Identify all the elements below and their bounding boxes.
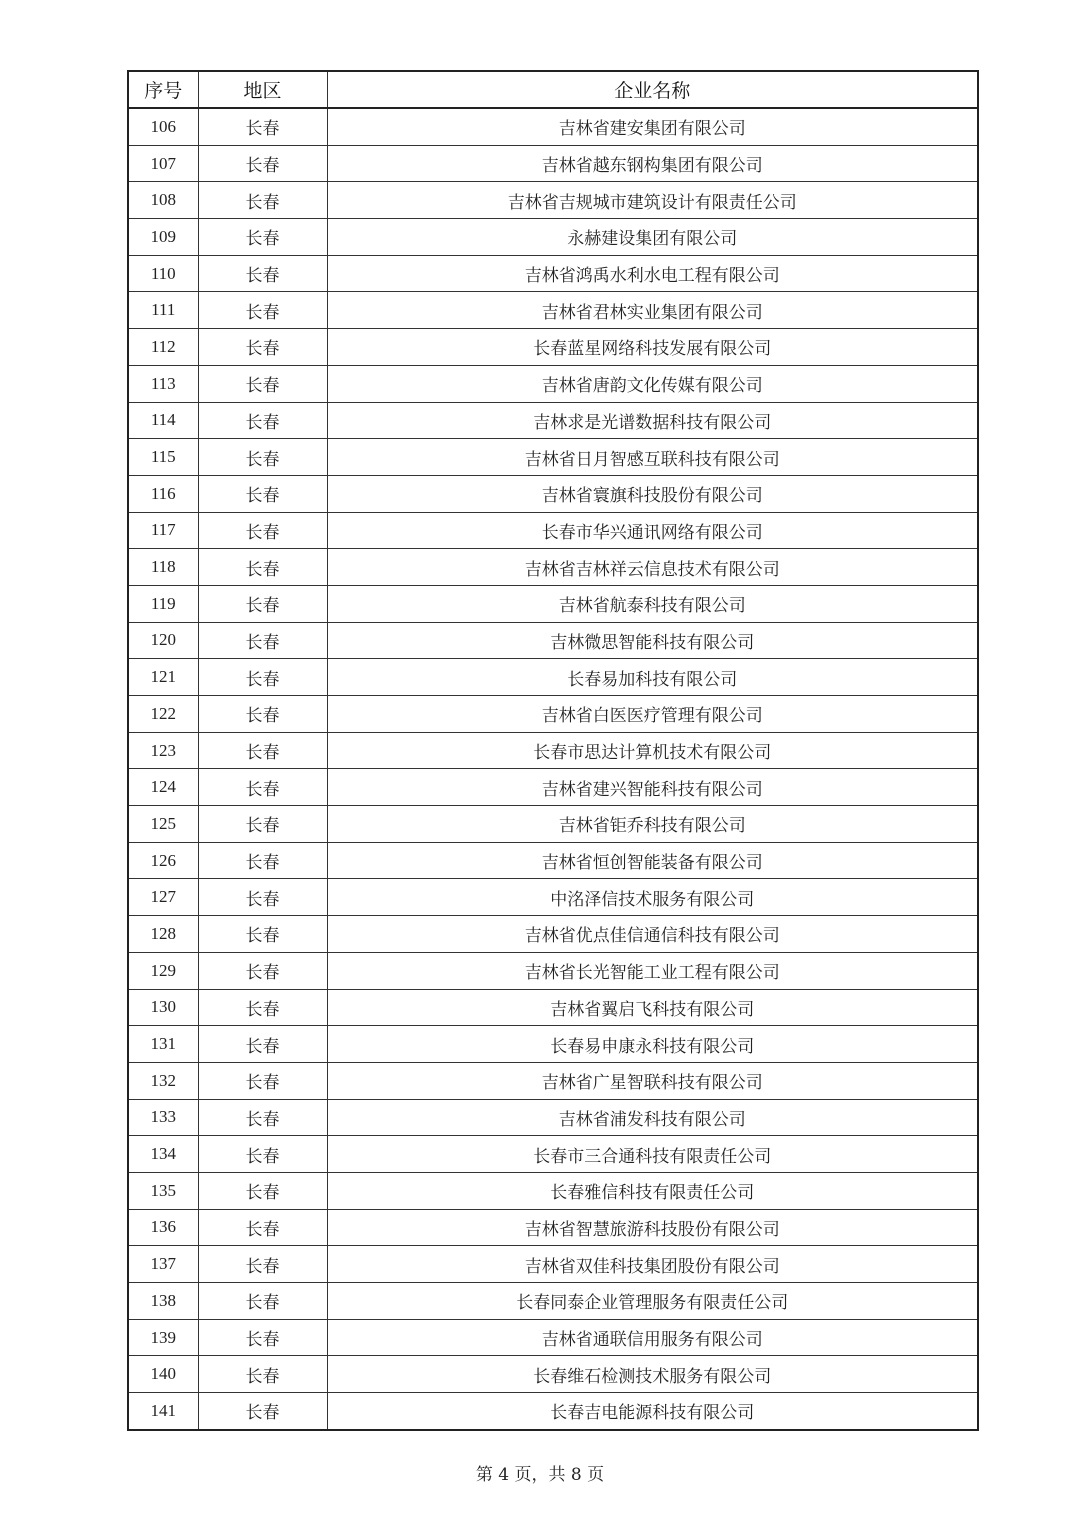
cell-serial-number: 109: [128, 219, 198, 256]
cell-serial-number: 107: [128, 145, 198, 182]
table-row: [128, 916, 978, 953]
cell-region: 长春: [198, 952, 327, 989]
cell-serial-number: 122: [128, 696, 198, 733]
header-company-name: 企业名称: [327, 71, 978, 108]
table-row: [128, 769, 978, 806]
cell-region: 长春: [198, 1062, 327, 1099]
company-list-table: [127, 70, 979, 1431]
cell-serial-number: 130: [128, 989, 198, 1026]
table-row: [128, 1283, 978, 1320]
cell-serial-number: 116: [128, 475, 198, 512]
cell-region: 长春: [198, 806, 327, 843]
cell-company-name: 吉林省钜乔科技有限公司: [327, 806, 978, 843]
cell-region: 长春: [198, 145, 327, 182]
cell-serial-number: 125: [128, 806, 198, 843]
cell-company-name: 吉林省寰旗科技股份有限公司: [327, 475, 978, 512]
cell-company-name: 吉林省航泰科技有限公司: [327, 585, 978, 622]
table-row: [128, 585, 978, 622]
table-row: [128, 1026, 978, 1063]
page-number: 第 4 页，共 8 页: [475, 1465, 605, 1485]
cell-company-name: 吉林省吉规城市建筑设计有限责任公司: [327, 182, 978, 219]
cell-serial-number: 129: [128, 952, 198, 989]
cell-company-name: 长春同泰企业管理服务有限责任公司: [327, 1283, 978, 1320]
cell-serial-number: 132: [128, 1062, 198, 1099]
cell-company-name: 吉林微思智能科技有限公司: [327, 622, 978, 659]
cell-serial-number: 127: [128, 879, 198, 916]
cell-company-name: 吉林求是光谱数据科技有限公司: [327, 402, 978, 439]
cell-serial-number: 134: [128, 1136, 198, 1173]
cell-serial-number: 139: [128, 1319, 198, 1356]
cell-region: 长春: [198, 1209, 327, 1246]
cell-serial-number: 138: [128, 1283, 198, 1320]
cell-region: 长春: [198, 1136, 327, 1173]
cell-company-name: 长春维石检测技术服务有限公司: [327, 1356, 978, 1393]
cell-serial-number: 121: [128, 659, 198, 696]
cell-region: 长春: [198, 879, 327, 916]
table-row: [128, 622, 978, 659]
table-row: [128, 989, 978, 1026]
cell-serial-number: 111: [128, 292, 198, 329]
cell-region: 长春: [198, 659, 327, 696]
cell-company-name: 吉林省建安集团有限公司: [327, 108, 978, 145]
table-row: [128, 806, 978, 843]
cell-serial-number: 115: [128, 439, 198, 476]
cell-serial-number: 113: [128, 365, 198, 402]
cell-region: 长春: [198, 512, 327, 549]
cell-region: 长春: [198, 842, 327, 879]
cell-serial-number: 131: [128, 1026, 198, 1063]
cell-company-name: 长春易申康永科技有限公司: [327, 1026, 978, 1063]
cell-region: 长春: [198, 916, 327, 953]
table-row: [128, 402, 978, 439]
cell-company-name: 长春市三合通科技有限责任公司: [327, 1136, 978, 1173]
cell-company-name: 吉林省智慧旅游科技股份有限公司: [327, 1209, 978, 1246]
cell-region: 长春: [198, 439, 327, 476]
table-row: [128, 439, 978, 476]
table-row: [128, 219, 978, 256]
table-row: [128, 365, 978, 402]
cell-region: 长春: [198, 329, 327, 366]
cell-company-name: 吉林省鸿禹水利水电工程有限公司: [327, 255, 978, 292]
cell-company-name: 吉林省建兴智能科技有限公司: [327, 769, 978, 806]
table-row: [128, 879, 978, 916]
table-row: [128, 1393, 978, 1430]
cell-serial-number: 136: [128, 1209, 198, 1246]
cell-serial-number: 133: [128, 1099, 198, 1136]
cell-serial-number: 140: [128, 1356, 198, 1393]
cell-serial-number: 106: [128, 108, 198, 145]
table-row: [128, 1246, 978, 1283]
cell-serial-number: 123: [128, 732, 198, 769]
table-row: [128, 659, 978, 696]
cell-company-name: 中洺泽信技术服务有限公司: [327, 879, 978, 916]
cell-serial-number: 124: [128, 769, 198, 806]
cell-region: 长春: [198, 1393, 327, 1430]
header-region: 地区: [198, 71, 327, 108]
table-row: [128, 255, 978, 292]
cell-company-name: 吉林省日月智感互联科技有限公司: [327, 439, 978, 476]
cell-serial-number: 128: [128, 916, 198, 953]
cell-serial-number: 137: [128, 1246, 198, 1283]
cell-region: 长春: [198, 549, 327, 586]
cell-company-name: 吉林省优点佳信通信科技有限公司: [327, 916, 978, 953]
cell-region: 长春: [198, 696, 327, 733]
table-header: [128, 71, 978, 108]
table-row: [128, 1356, 978, 1393]
cell-serial-number: 120: [128, 622, 198, 659]
cell-serial-number: 112: [128, 329, 198, 366]
cell-company-name: 永赫建设集团有限公司: [327, 219, 978, 256]
cell-region: 长春: [198, 475, 327, 512]
cell-company-name: 吉林省长光智能工业工程有限公司: [327, 952, 978, 989]
table-row: [128, 145, 978, 182]
cell-region: 长春: [198, 108, 327, 145]
cell-region: 长春: [198, 622, 327, 659]
header-serial-number: 序号: [128, 71, 198, 108]
table-row: [128, 108, 978, 145]
cell-company-name: 吉林省浦发科技有限公司: [327, 1099, 978, 1136]
cell-serial-number: 118: [128, 549, 198, 586]
cell-serial-number: 117: [128, 512, 198, 549]
cell-serial-number: 110: [128, 255, 198, 292]
table-row: [128, 1209, 978, 1246]
table-row: [128, 1319, 978, 1356]
cell-region: 长春: [198, 1246, 327, 1283]
cell-company-name: 吉林省白医医疗管理有限公司: [327, 696, 978, 733]
cell-region: 长春: [198, 219, 327, 256]
cell-company-name: 吉林省广星智联科技有限公司: [327, 1062, 978, 1099]
table-row: [128, 732, 978, 769]
cell-company-name: 长春市华兴通讯网络有限公司: [327, 512, 978, 549]
cell-region: 长春: [198, 1283, 327, 1320]
cell-company-name: 吉林省通联信用服务有限公司: [327, 1319, 978, 1356]
table-row: [128, 842, 978, 879]
table-row: [128, 1099, 978, 1136]
cell-company-name: 长春雅信科技有限责任公司: [327, 1172, 978, 1209]
table-row: [128, 329, 978, 366]
cell-region: 长春: [198, 255, 327, 292]
table-row: [128, 1062, 978, 1099]
cell-region: 长春: [198, 365, 327, 402]
cell-region: 长春: [198, 1099, 327, 1136]
cell-company-name: 吉林省双佳科技集团股份有限公司: [327, 1246, 978, 1283]
cell-region: 长春: [198, 732, 327, 769]
cell-region: 长春: [198, 989, 327, 1026]
cell-company-name: 吉林省君林实业集团有限公司: [327, 292, 978, 329]
cell-serial-number: 114: [128, 402, 198, 439]
cell-region: 长春: [198, 1319, 327, 1356]
cell-region: 长春: [198, 1026, 327, 1063]
table-row: [128, 1136, 978, 1173]
cell-company-name: 吉林省恒创智能装备有限公司: [327, 842, 978, 879]
table-row: [128, 292, 978, 329]
table-row: [128, 512, 978, 549]
cell-region: 长春: [198, 402, 327, 439]
table-row: [128, 549, 978, 586]
table-body: [128, 108, 978, 1430]
cell-region: 长春: [198, 769, 327, 806]
header-row: [128, 71, 978, 108]
cell-region: 长春: [198, 182, 327, 219]
table-row: [128, 696, 978, 733]
cell-region: 长春: [198, 1172, 327, 1209]
table-row: [128, 952, 978, 989]
cell-company-name: 长春蓝星网络科技发展有限公司: [327, 329, 978, 366]
cell-serial-number: 126: [128, 842, 198, 879]
cell-company-name: 吉林省唐韵文化传媒有限公司: [327, 365, 978, 402]
table-row: [128, 1172, 978, 1209]
cell-company-name: 长春吉电能源科技有限公司: [327, 1393, 978, 1430]
cell-region: 长春: [198, 292, 327, 329]
cell-company-name: 长春市思达计算机技术有限公司: [327, 732, 978, 769]
cell-serial-number: 141: [128, 1393, 198, 1430]
cell-serial-number: 108: [128, 182, 198, 219]
table-row: [128, 475, 978, 512]
cell-serial-number: 135: [128, 1172, 198, 1209]
cell-region: 长春: [198, 585, 327, 622]
cell-company-name: 吉林省吉林祥云信息技术有限公司: [327, 549, 978, 586]
cell-region: 长春: [198, 1356, 327, 1393]
cell-company-name: 吉林省越东钢构集团有限公司: [327, 145, 978, 182]
cell-company-name: 吉林省翼启飞科技有限公司: [327, 989, 978, 1026]
cell-serial-number: 119: [128, 585, 198, 622]
cell-company-name: 长春易加科技有限公司: [327, 659, 978, 696]
table-row: [128, 182, 978, 219]
